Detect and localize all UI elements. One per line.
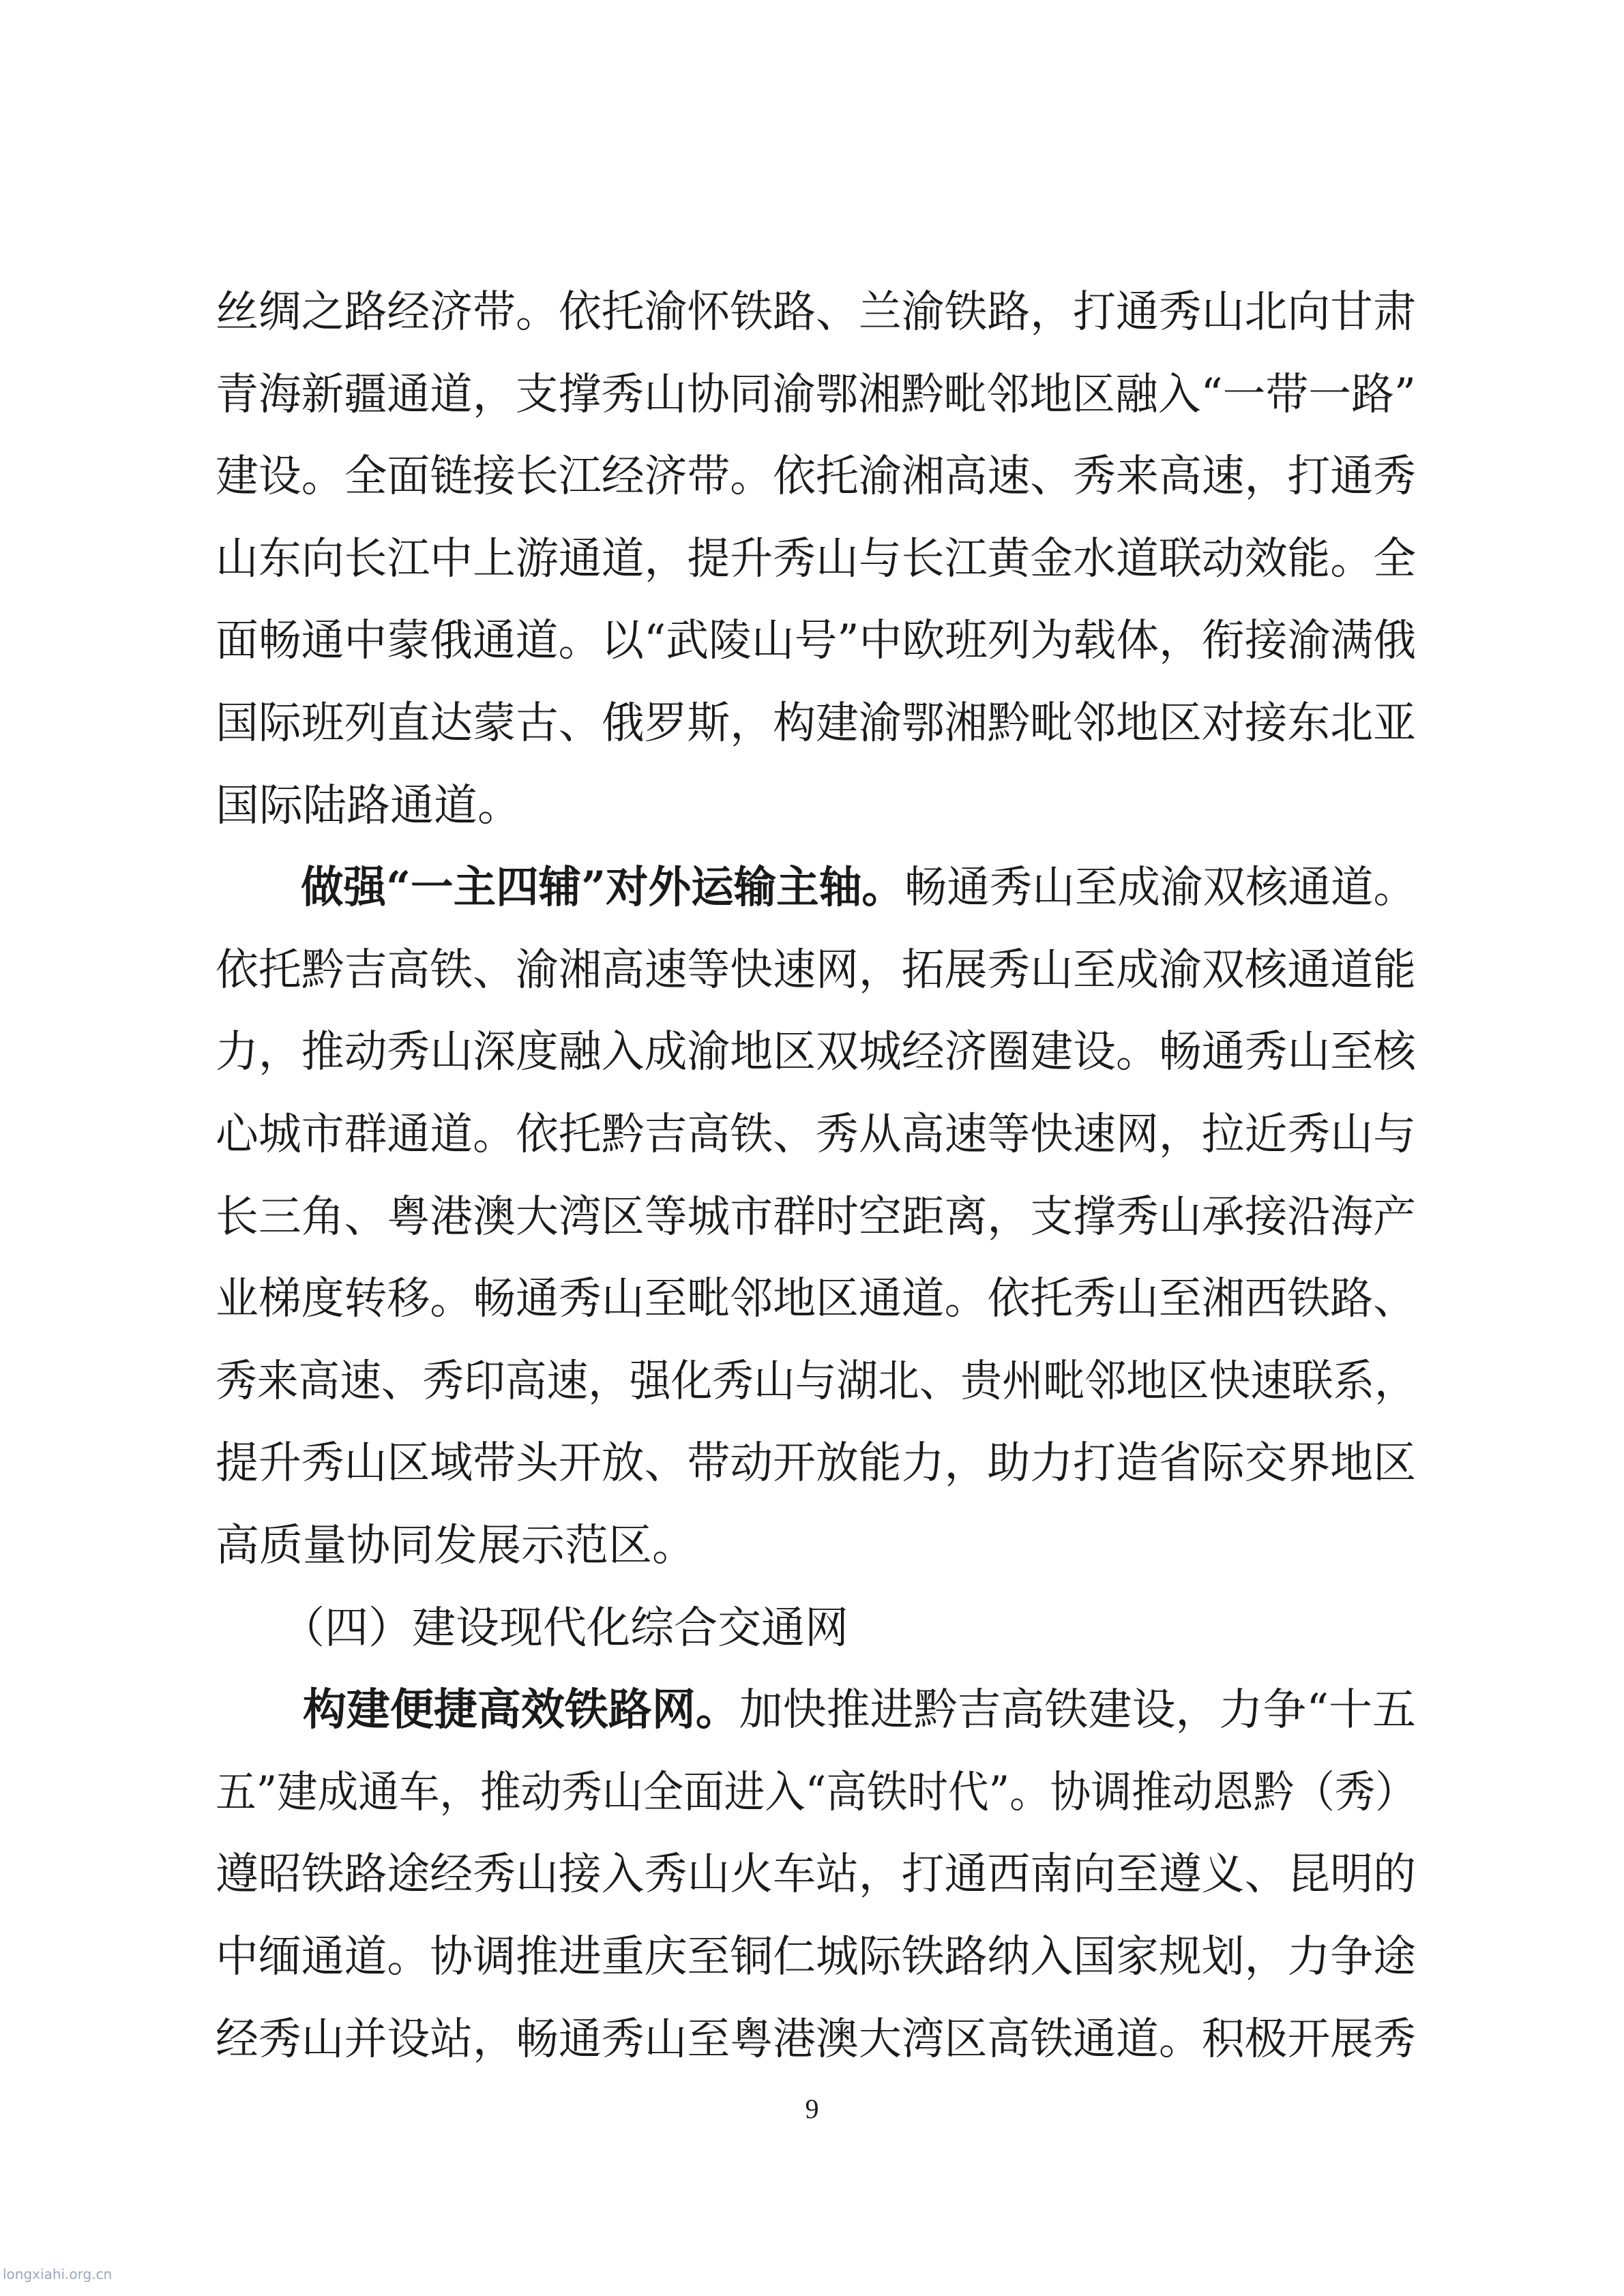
text-line — [216, 1759, 1416, 1827]
paragraph-text: 长三角、粤港澳大湾区等城市群时空距离，支撑秀山承接沿海产 — [216, 1191, 1416, 1242]
paragraph-text: 力，推动秀山深度融入成渝地区双城经济圈建设。畅通秀山至核 — [216, 1027, 1416, 1078]
text-line — [216, 1512, 1416, 1580]
paragraph-text: 建设。全面链接长江经济带。依托渝湘高速、秀来高速，打通秀 — [216, 451, 1416, 503]
subheading-text: 做强“一主四辅”对外运输主轴。 — [301, 862, 904, 914]
text-line — [216, 361, 1416, 429]
text-line — [216, 854, 1416, 922]
paragraph-text: 青海新疆通道，支撑秀山协同渝鄂湘黔毗邻地区融入“一带一路” — [216, 369, 1416, 420]
text-line — [216, 1594, 1416, 1663]
text-line — [216, 689, 1416, 758]
paragraph-text: 业梯度转移。畅通秀山至毗邻地区通道。依托秀山至湘西铁路、 — [216, 1274, 1416, 1325]
paragraph-text: 国际陆路通道。 — [216, 780, 521, 831]
paragraph-text: 依托黔吉高铁、渝湘高速等快速网，拓展秀山至成渝双核通道能 — [216, 944, 1416, 996]
text-line — [216, 1018, 1416, 1086]
paragraph-text: 中缅通道。协调推进重庆至铜仁城际铁路纳入国家规划，力争途 — [216, 1932, 1416, 1982]
text-line — [216, 1429, 1416, 1497]
line-indent — [216, 863, 301, 913]
text-line — [216, 1347, 1416, 1416]
paragraph-text: 经秀山并设站，畅通秀山至粤港澳大湾区高铁通道。积极开展秀 — [216, 2014, 1416, 2065]
line-indent — [216, 1603, 303, 1654]
paragraph-text: 提升秀山区域带头开放、带动开放能力，助力打造省际交界地区 — [216, 1438, 1416, 1489]
line-indent — [216, 1685, 303, 1735]
paragraph-text: 五”建成通车，推动秀山全面进入“高铁时代”。协调推动恩黔（秀） — [216, 1767, 1416, 1818]
watermark: longxiahi.org.cn — [3, 2266, 113, 2282]
text-line — [216, 278, 1416, 346]
paragraph-text: 心城市群通道。依托黔吉高铁、秀从高速等快速网，拉近秀山与 — [216, 1109, 1416, 1160]
text-line — [216, 1265, 1416, 1333]
text-line — [216, 525, 1416, 593]
text-line — [216, 443, 1416, 511]
paragraph-text: 畅通秀山至成渝双核通道。 — [904, 863, 1416, 914]
subheading-text: 构建便捷高效铁路网。 — [302, 1684, 739, 1736]
paragraph-text: 高质量协同发展示范区。 — [216, 1521, 696, 1571]
text-line — [216, 2006, 1416, 2074]
paragraph-text: （四）建设现代化综合交通网 — [303, 1602, 848, 1654]
page-number: 9 — [805, 2093, 819, 2124]
text-line — [216, 607, 1416, 675]
paragraph-text: 加快推进黔吉高铁建设，力争“十五 — [739, 1685, 1416, 1736]
text-line — [216, 1101, 1416, 1169]
text-line — [216, 1676, 1416, 1744]
text-line — [216, 1183, 1416, 1251]
paragraph-text: 秀来高速、秀印高速，强化秀山与湖北、贵州毗邻地区快速联系， — [216, 1356, 1416, 1407]
paragraph-text: 丝绸之路经济带。依托渝怀铁路、兰渝铁路，打通秀山北向甘肃 — [216, 287, 1416, 338]
text-line — [216, 1840, 1416, 1909]
text-line — [216, 772, 1416, 840]
paragraph-text: 山东向长江中上游通道，提升秀山与长江黄金水道联动效能。全 — [216, 533, 1416, 584]
text-line — [216, 1923, 1416, 1991]
paragraph-text: 遵昭铁路途经秀山接入秀山火车站，打通西南向至遵义、昆明的 — [216, 1849, 1416, 1900]
text-line — [216, 936, 1416, 1004]
paragraph-text: 国际班列直达蒙古、俄罗斯，构建渝鄂湘黔毗邻地区对接东北亚 — [216, 698, 1416, 749]
paragraph-text: 面畅通中蒙俄通道。以“武陵山号”中欧班列为载体，衔接渝满俄 — [216, 616, 1416, 667]
